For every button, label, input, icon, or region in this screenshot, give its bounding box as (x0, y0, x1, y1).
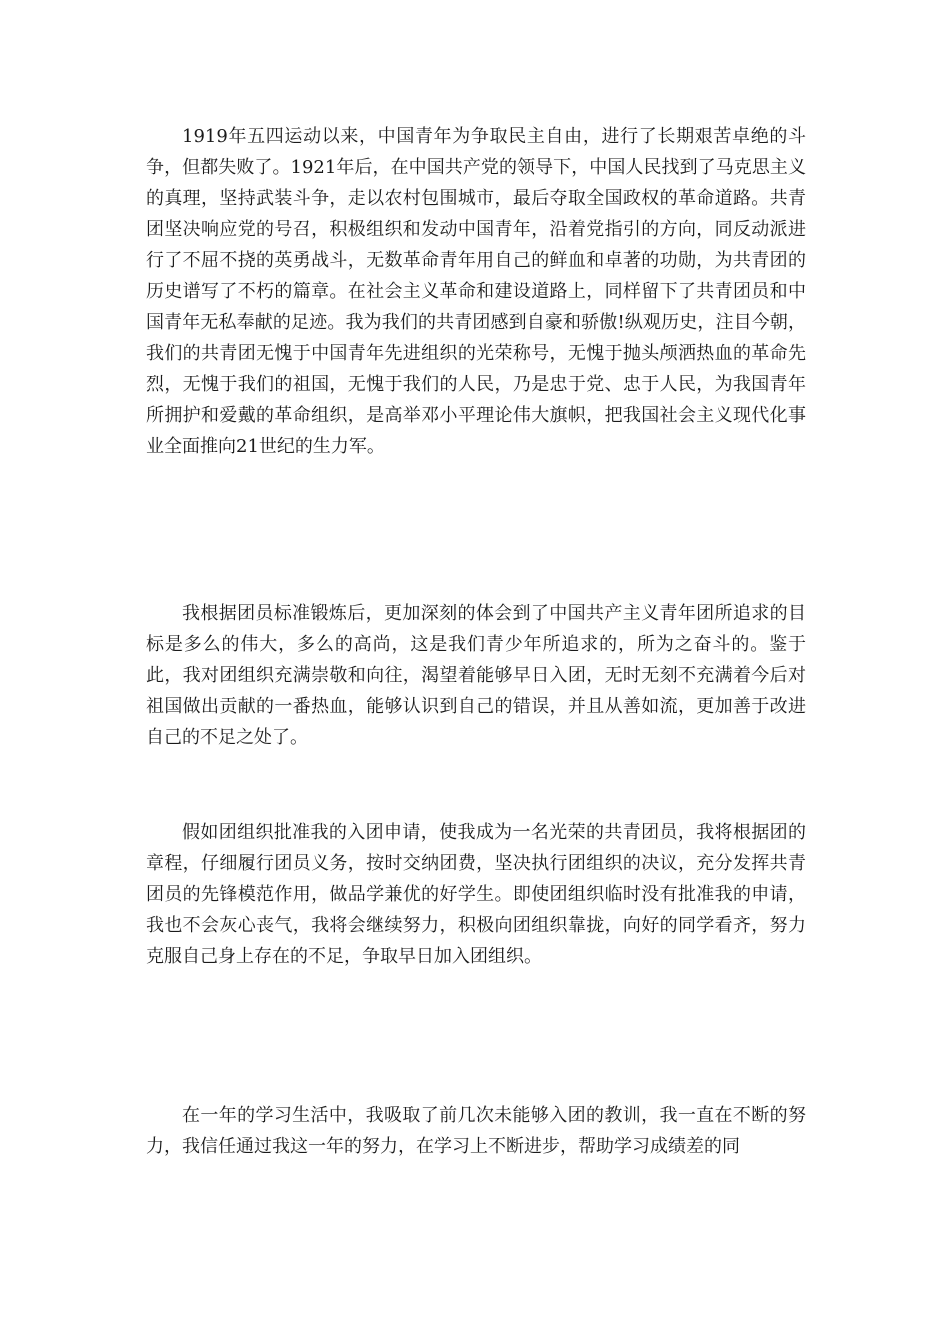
paragraph-4: 在一年的学习生活中，我吸取了前几次未能够入团的教训，我一直在不断的努力，我信任通过我这一年的努力，在学习上不断进步，帮助学习成绩差的同 (146, 1105, 806, 1157)
paragraph-2: 我根据团员标准锻炼后，更加深刻的体会到了中国共产主义青年团所追求的目标是多么的伟大，多么的高尚，这是我们青少年所追求的，所为之奋斗的。鉴于此，我对团组织充满崇敬和向往，渴望着能够早日入团，无时无刻不充满着今后对祖国做出贡献的一番热血，能够认识到自己的错误，并且从善如流，更加善于改进自己的不足之处了。 (146, 603, 806, 748)
paragraph-3: 假如团组织批准我的入团申请，使我成为一名光荣的共青团员，我将根据团的章程，仔细履行团员义务，按时交纳团费，坚决执行团组织的决议，充分发挥共青团员的先锋模范作用，做品学兼优的好学生。即使团组织临时没有批准我的申请，我也不会灰心丧气，我将会继续努力，积极向团组织靠拢，向好的同学看齐，努力克服自己身上存在的不足，争取早日加入团组织。 (146, 822, 806, 967)
paragraph-1: 1919年五四运动以来，中国青年为争取民主自由，进行了长期艰苦卓绝的斗争，但都失败了。1921年后，在中国共产党的领导下，中国人民找到了马克思主义的真理，坚持武装斗争，走以农村包围城市，最后夺取全国政权的革命道路。共青团坚决响应党的号召，积极组织和发动中国青年，沿着党指引的方向，同反动派进行了不屈不挠的英勇战斗，无数革命青年用自己的鲜血和卓著的功勋，为共青团的历史谱写了不朽的篇章。在社会主义革命和建设道路上，同样留下了共青团员和中国青年无私奉献的足迹。我为我们的共青团感到自豪和骄傲!纵观历史，注目今朝，我们的共青团无愧于中国青年先进组织的光荣称号，无愧于抛头颅洒热血的革命先烈，无愧于我们的祖国，无愧于我们的人民，乃是忠于党、忠于人民，为我国青年所拥护和爱戴的革命组织，是高举邓小平理论伟大旗帜，把我国社会主义现代化事业全面推向21世纪的生力军。 (146, 126, 806, 457)
